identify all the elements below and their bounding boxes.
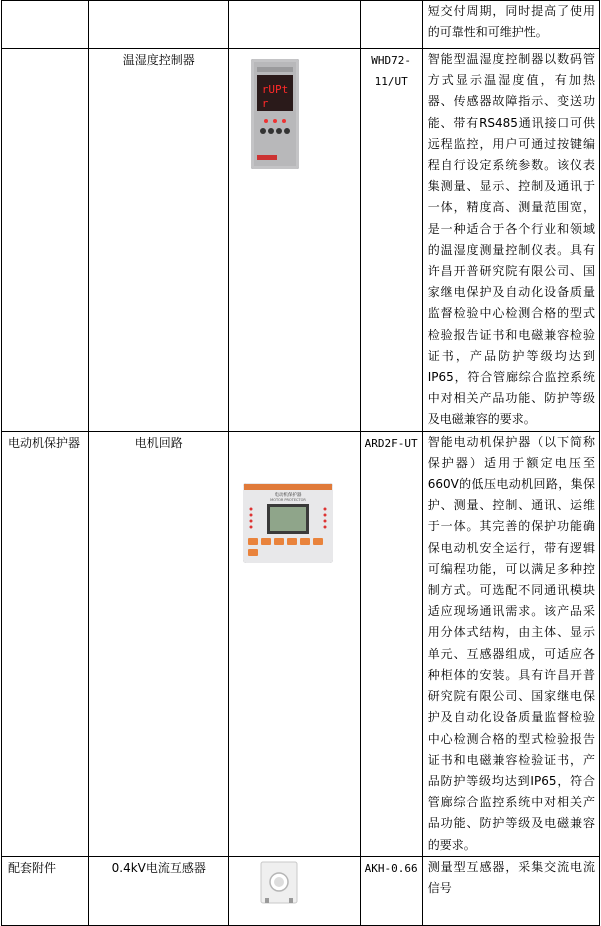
display-text: rUPt xyxy=(262,83,289,96)
product-table xyxy=(1,0,600,926)
name-cell: 0.4kV电流互感器 xyxy=(89,856,229,925)
category-cell xyxy=(2,1,89,49)
image-cell xyxy=(229,49,360,432)
model-cell: AKH-0.66 xyxy=(360,856,422,925)
panel-title: 电动机保护器 xyxy=(274,492,302,498)
table-row xyxy=(2,431,600,856)
motor-protector-image xyxy=(243,483,333,563)
table-row xyxy=(2,1,600,49)
table-row xyxy=(2,856,600,925)
description-cell: 智能电动机保护器（以下简称保护器）适用于额定电压至660V的低压电动机回路，集保护、测量、控制、通讯、运维于一体。其完善的保护功能确保电动机安全运行，带有逻辑可编程功能，可以满足多种控制方式。可选配不同通讯模块适应现场通讯需求。该产品采用分体式结构，由主体、显示单元、互感器组成，可适应各种柜体的安装。具有许昌开普研究院有限公司、国家继电保护及自动化设备质量监督检验中心检测合格的型式检验报告证书和电磁兼容检验证书，产品防护等级均达到IP65，符合管廊综合监控系统中对相关产品功能、防护等级及电磁兼容的要求。 xyxy=(422,431,599,856)
image-cell xyxy=(229,431,360,856)
description-cell: 短交付周期，同时提高了使用的可靠性和可维护性。 xyxy=(422,1,599,49)
description-cell: 智能型温湿度控制器以数码管方式显示温湿度值，有加热器、传感器故障指示、变送功能、带有RS485通讯接口可供远程监控，用户可通过按键编程自行设定系统参数。该仪表集测量、显示、控制及通讯于一体，精度高、测量范围宽，是一种适合于各个行业和领域的温湿度测量控制仪表。具有许昌开普研究院有限公司、国家继电保护及自动化设备质量监督检验中心检测合格的型式检验报告证书和电磁兼容检验证书，产品防护等级均达到IP65，符合管廊综合监控系统中对相关产品功能、防护等级及电磁兼容的要求。 xyxy=(422,49,599,432)
name-cell xyxy=(89,1,229,49)
display-text-2: r xyxy=(262,97,269,110)
name-cell: 温湿度控制器 xyxy=(89,49,229,432)
panel-subtitle: MOTOR PROTECTOR xyxy=(270,497,307,502)
model-cell: ARD2F-UT xyxy=(360,431,422,856)
category-cell: 电动机保护器 xyxy=(2,431,89,856)
description-cell: 测量型互感器，采集交流电流信号 xyxy=(422,856,599,925)
category-cell xyxy=(2,49,89,432)
table-row xyxy=(2,49,600,432)
image-cell xyxy=(229,1,360,49)
model-cell xyxy=(360,1,422,49)
current-transformer-image xyxy=(259,860,299,905)
name-cell: 电机回路 xyxy=(89,431,229,856)
category-cell: 配套附件 xyxy=(2,856,89,925)
image-cell xyxy=(229,856,360,925)
humidity-controller-image xyxy=(251,59,299,169)
model-cell: WHD72-11/UT xyxy=(360,49,422,432)
